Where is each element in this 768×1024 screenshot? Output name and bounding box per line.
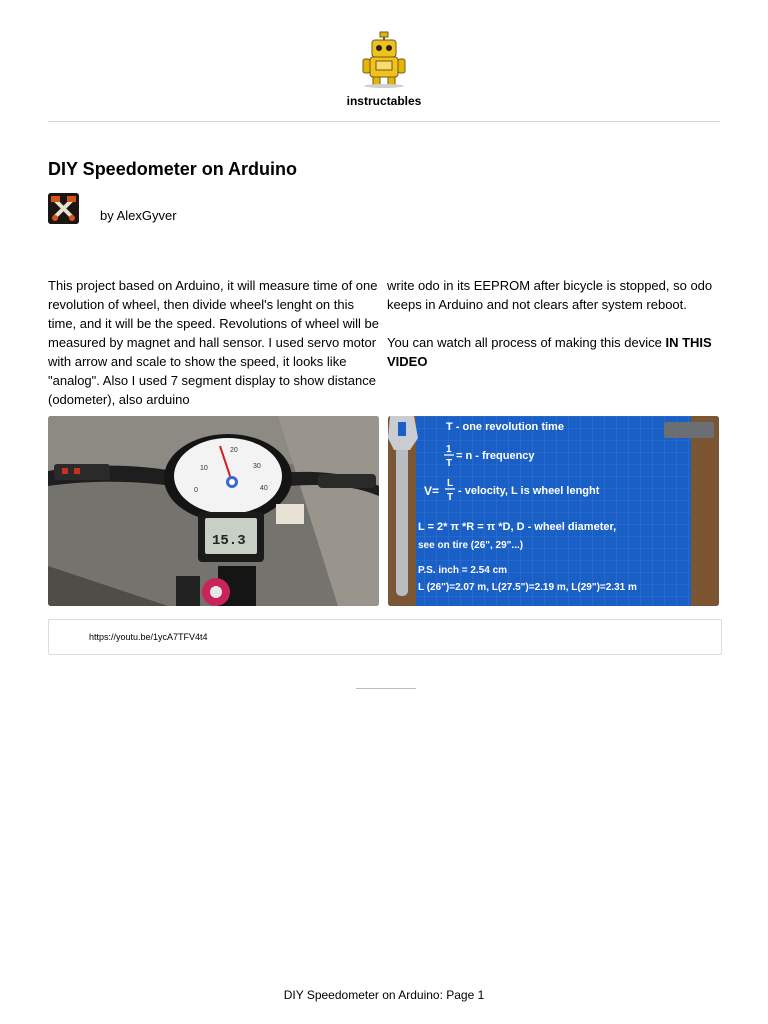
header-divider — [48, 121, 720, 122]
formula-board — [388, 416, 719, 606]
formula-frac-1-num: 1 — [446, 444, 452, 455]
formula-blueprint-image[interactable] — [388, 416, 719, 606]
author-avatar[interactable] — [48, 193, 79, 224]
page-footer: DIY Speedometer on Arduino: Page 1 — [283, 988, 485, 1002]
formula-revolution-time: T - one revolution time — [446, 421, 564, 433]
crossed-tools-icon — [48, 193, 79, 224]
formula-inch: P.S. inch = 2.54 cm — [418, 565, 508, 576]
formula-length: L = 2* π *R = π *D, D - wheel diameter, — [418, 521, 617, 533]
formula-frac-2-num: L — [447, 478, 454, 489]
dial-number-0: 0 — [194, 487, 198, 494]
page-title: DIY Speedometer on Arduino — [48, 159, 298, 179]
body-column-right — [387, 276, 719, 390]
bike-handlebar-image — [48, 416, 379, 606]
formula-frequency: = n - frequency — [456, 450, 535, 462]
dial-number-10: 10 — [200, 465, 208, 472]
dial-number-40: 40 — [260, 485, 268, 492]
dial-number-30: 30 — [253, 463, 261, 470]
brand-name[interactable]: instructables — [346, 94, 422, 108]
lcd-reading: 15.3 — [212, 533, 246, 549]
video-paragraph — [387, 333, 719, 371]
video-paragraph-text: You can watch all process of making this device — [387, 335, 666, 350]
body-column-left — [48, 276, 380, 428]
formula-tire: see on tire (26", 29"...) — [418, 540, 524, 551]
formula-v-equals: V= — [424, 484, 440, 498]
dial-number-20: 20 — [230, 447, 238, 454]
formula-frac-1-den: T — [446, 458, 453, 469]
video-embed-box[interactable] — [48, 619, 722, 655]
author-byline[interactable]: by AlexGyver — [100, 208, 177, 223]
formula-frac-2-den: T — [447, 492, 454, 503]
intro-paragraph: This project based on Arduino, it will measure time of one revolution of wheel, then divide wheel's lenght on this time, and it will be the speed. Revolutions of wheel will be measured by magnet and hall sensor. I used servo motor with arrow and scale to show the speed, it looks like "analog". Also I used 7 segment display to show distance (odometer), also arduino — [48, 278, 379, 407]
section-divider — [356, 688, 416, 689]
video-link[interactable]: IN THIS VIDEO — [387, 335, 712, 369]
formula-velocity: - velocity, L is wheel lenght — [458, 485, 600, 497]
instructables-robot-logo[interactable] — [360, 30, 408, 88]
video-url-link[interactable]: https://youtu.be/1ycA7TFV4t4 — [89, 632, 208, 642]
eeprom-paragraph: write odo in its EEPROM after bicycle is stopped, so odo keeps in Arduino and not clears after system reboot. — [387, 278, 713, 312]
speedometer-photo[interactable] — [48, 416, 379, 606]
formula-lengths: L (26")=2.07 m, L(27.5")=2.19 m, L(29")=2.31 m — [418, 582, 637, 593]
